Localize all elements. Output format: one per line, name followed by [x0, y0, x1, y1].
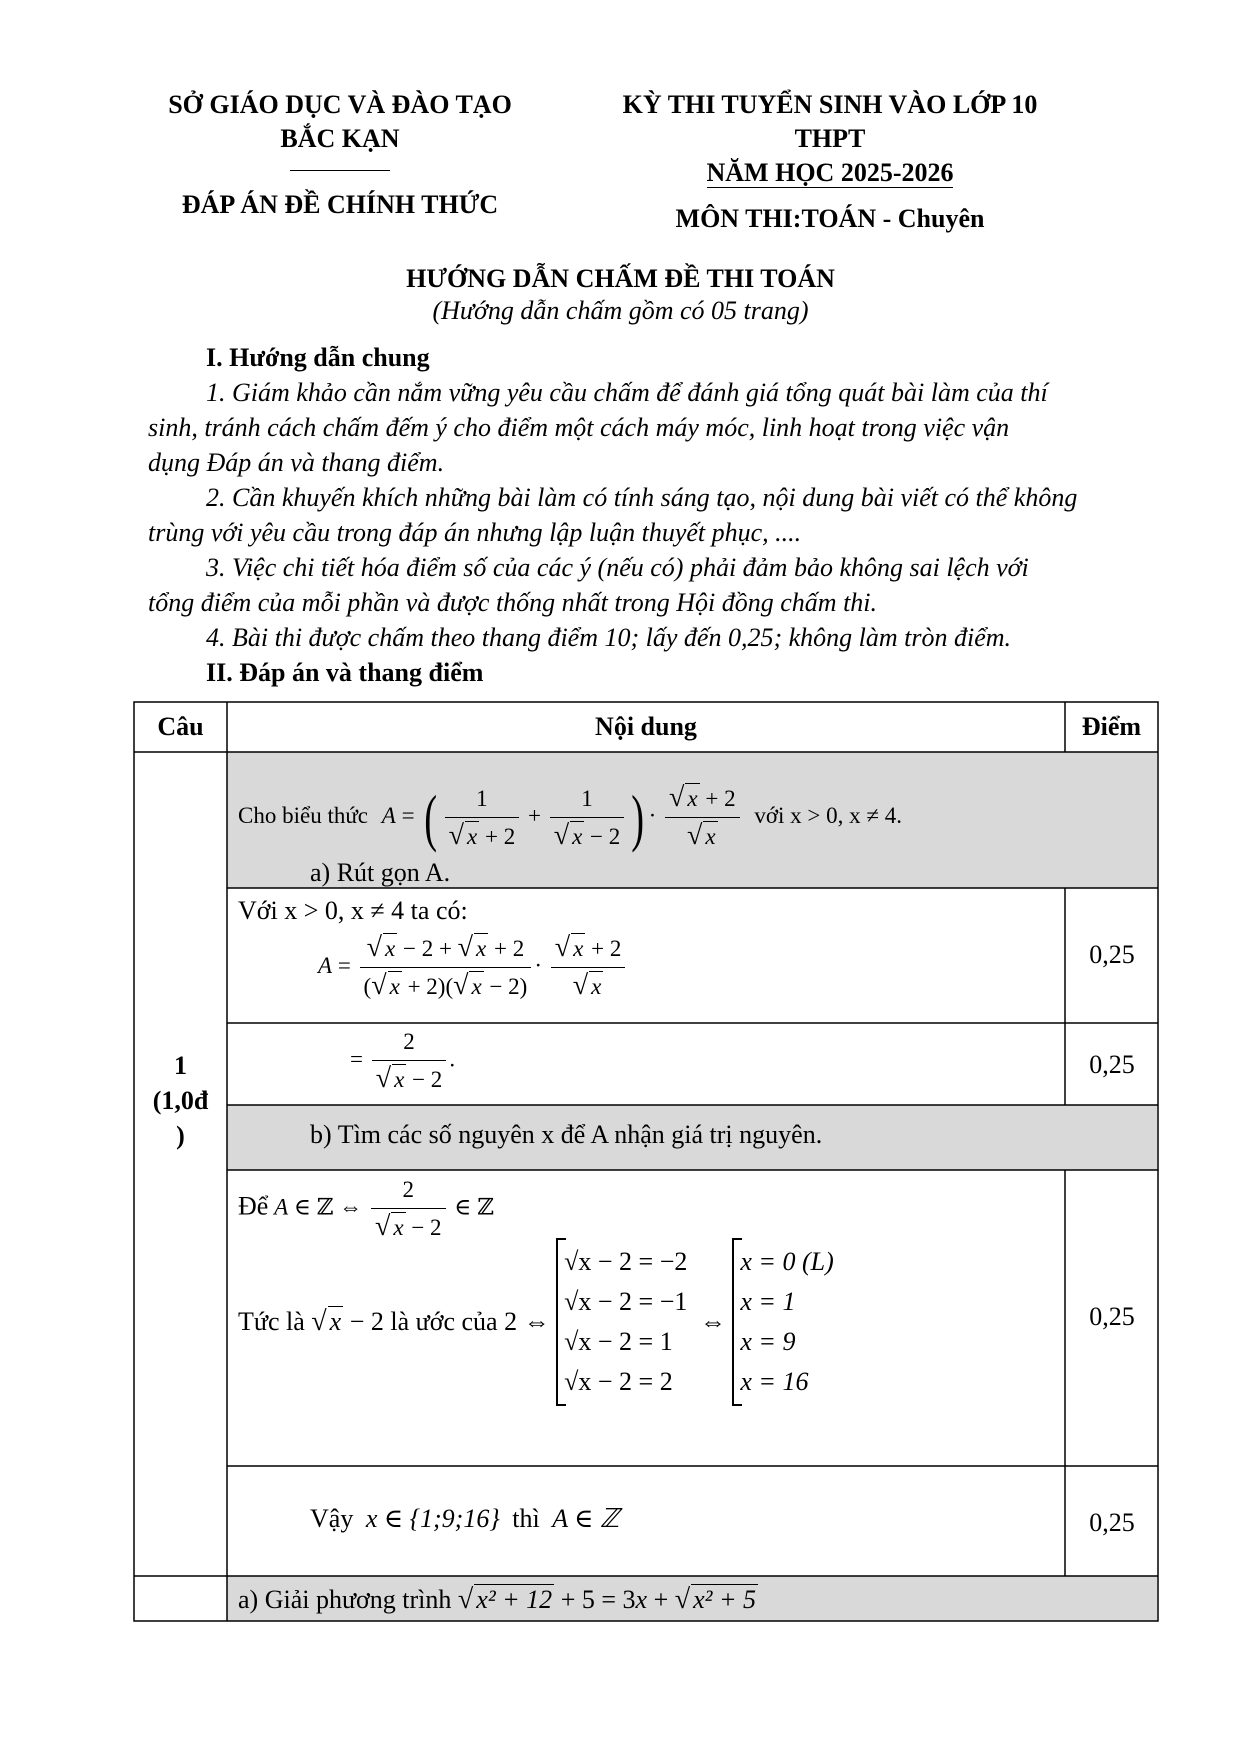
q1b-vay: Vậy — [310, 1504, 354, 1533]
sys2-row: x = 1 — [740, 1287, 796, 1316]
score-q1a-2: 0,25 — [1089, 1050, 1135, 1079]
solution-system — [732, 1238, 839, 1406]
q1b-conclusion — [310, 1504, 619, 1534]
col-header-diem: Điểm — [1081, 712, 1142, 741]
sys2-row: x = 9 — [740, 1327, 796, 1356]
q1b-step1: Để A ∈ ℤ ⇔ $\frac{2}{√ x - 2}$ ∈ ℤ — [238, 1172, 494, 1246]
q1-condition: với x > 0, x ≠ 4. — [754, 802, 902, 828]
sys2-row: x = 16 — [740, 1367, 809, 1396]
q2a-label: a) Giải phương trình — [238, 1585, 452, 1614]
q1a-task: a) Rút gọn A. — [310, 858, 451, 887]
guide-p2b: trùng với yêu cầu trong đáp án nhưng lập luận thuyết phục, .... — [148, 518, 802, 547]
sys1-row: √x − 2 = −1 — [564, 1287, 688, 1316]
guide-p3b: tổng điểm của mỗi phần và được thống nhất trong Hội đồng chấm thi. — [148, 588, 878, 617]
divisor-system — [556, 1238, 693, 1406]
q1b-step2: Tức là √ x − 2 là ước của 2 ⇔ √x − 2 = −2 √x − 2 = −1 √x − 2 = 1 √x − 2 = 2 ⇔ x = 0 (L) x = 1 x = 9 x = 16 — [238, 1238, 840, 1406]
page-title: HƯỚNG DẪN CHẤM ĐỀ THI TOÁN — [406, 264, 835, 293]
q2a-task: a) Giải phương trình √ x² + 12 + 5 = 3x + √ x² + 5 — [238, 1584, 756, 1615]
q1-statement: Cho biểu thức A = ( $\frac{1}{√ x + 2}$ + $\frac{1}{√ x - 2}$ ) · $\frac{√ x + 2}{√ x}$ với x > 0, x ≠ 4. — [238, 781, 902, 853]
sys1-row: √x − 2 = 1 — [564, 1327, 673, 1356]
q1a-with: Với x > 0, x ≠ 4 ta có: — [238, 896, 468, 925]
score-q1b-2: 0,25 — [1089, 1508, 1135, 1537]
sys2-row: x = 0 (L) — [740, 1247, 834, 1276]
guide-p1: 1. Giám khảo cần nắm vững yêu cầu chấm để đánh giá tổng quát bài làm của thí — [206, 378, 1048, 407]
guide-p2: 2. Cần khuyến khích những bài làm có tính sáng tạo, nội dung bài viết có thể không — [206, 483, 1078, 512]
q1a-step1: A = $\frac{√ x - 2 + √ x + 2}{(√ x + 2)(√ x - 2)}$ · $\frac{√ x + 2}{√ x}$ — [318, 930, 628, 1005]
q1b-set: x ∈ {1;9;16} — [365, 1504, 500, 1533]
sys1-row: √x − 2 = −2 — [564, 1247, 688, 1276]
q1b-de: Để — [238, 1191, 269, 1221]
q1-number: 1 — [174, 1051, 187, 1080]
q1-points-end: ) — [176, 1121, 185, 1150]
school-year: NĂM HỌC 2025-2026 — [706, 158, 954, 187]
guide-p1c: dụng Đáp án và thang điểm. — [148, 448, 445, 477]
subject: MÔN THI:TOÁN - Chuyên — [675, 204, 985, 233]
q1b-tuc: Tức là — [238, 1307, 305, 1336]
q1b-task: b) Tìm các số nguyên x để A nhận giá trị nguyên. — [310, 1120, 823, 1149]
sys1-row: √x − 2 = 2 — [564, 1367, 673, 1396]
page-subtitle: (Hướng dẫn chấm gồm có 05 trang) — [432, 296, 809, 325]
col-header-noidung: Nội dung — [595, 712, 697, 741]
question1-label — [134, 1048, 227, 1153]
q1b-thi: thì — [512, 1504, 540, 1533]
q1-points: (1,0đ — [152, 1086, 209, 1115]
q1b-az: A ∈ ℤ — [552, 1504, 620, 1533]
score-q1a-1: 0,25 — [1089, 940, 1135, 969]
exam-level: THPT — [794, 124, 866, 153]
guide-p4: 4. Bài thi được chấm theo thang điểm 10; lấy đến 0,25; không làm tròn điểm. — [206, 623, 1012, 652]
official-answer-label: ĐÁP ÁN ĐỀ CHÍNH THỨC — [181, 190, 499, 219]
guide-p3: 3. Việc chi tiết hóa điểm số của các ý (nếu có) phải đảm bảo không sai lệch với — [206, 553, 1029, 582]
guide-p1b: sinh, tránh cách chấm đếm ý cho điểm một cách máy móc, linh hoạt trong việc vận — [148, 413, 1010, 442]
province-name: BẮC KẠN — [280, 124, 400, 153]
col-header-cau: Câu — [157, 712, 204, 741]
exam-title: KỲ THI TUYỂN SINH VÀO LỚP 10 — [622, 90, 1038, 119]
section2-heading: II. Đáp án và thang điểm — [206, 658, 484, 687]
q1a-step2: = $\frac{2}{√ x - 2}$ . — [350, 1024, 455, 1098]
score-q1b-1: 0,25 — [1089, 1302, 1135, 1331]
section1-heading: I. Hướng dẫn chung — [206, 343, 430, 372]
dept-name: SỞ GIÁO DỤC VÀ ĐÀO TẠO — [168, 90, 512, 119]
q1-intro: Cho biểu thức — [238, 802, 369, 828]
q1b-uoc: là ước của 2 ⇔ — [390, 1307, 550, 1336]
